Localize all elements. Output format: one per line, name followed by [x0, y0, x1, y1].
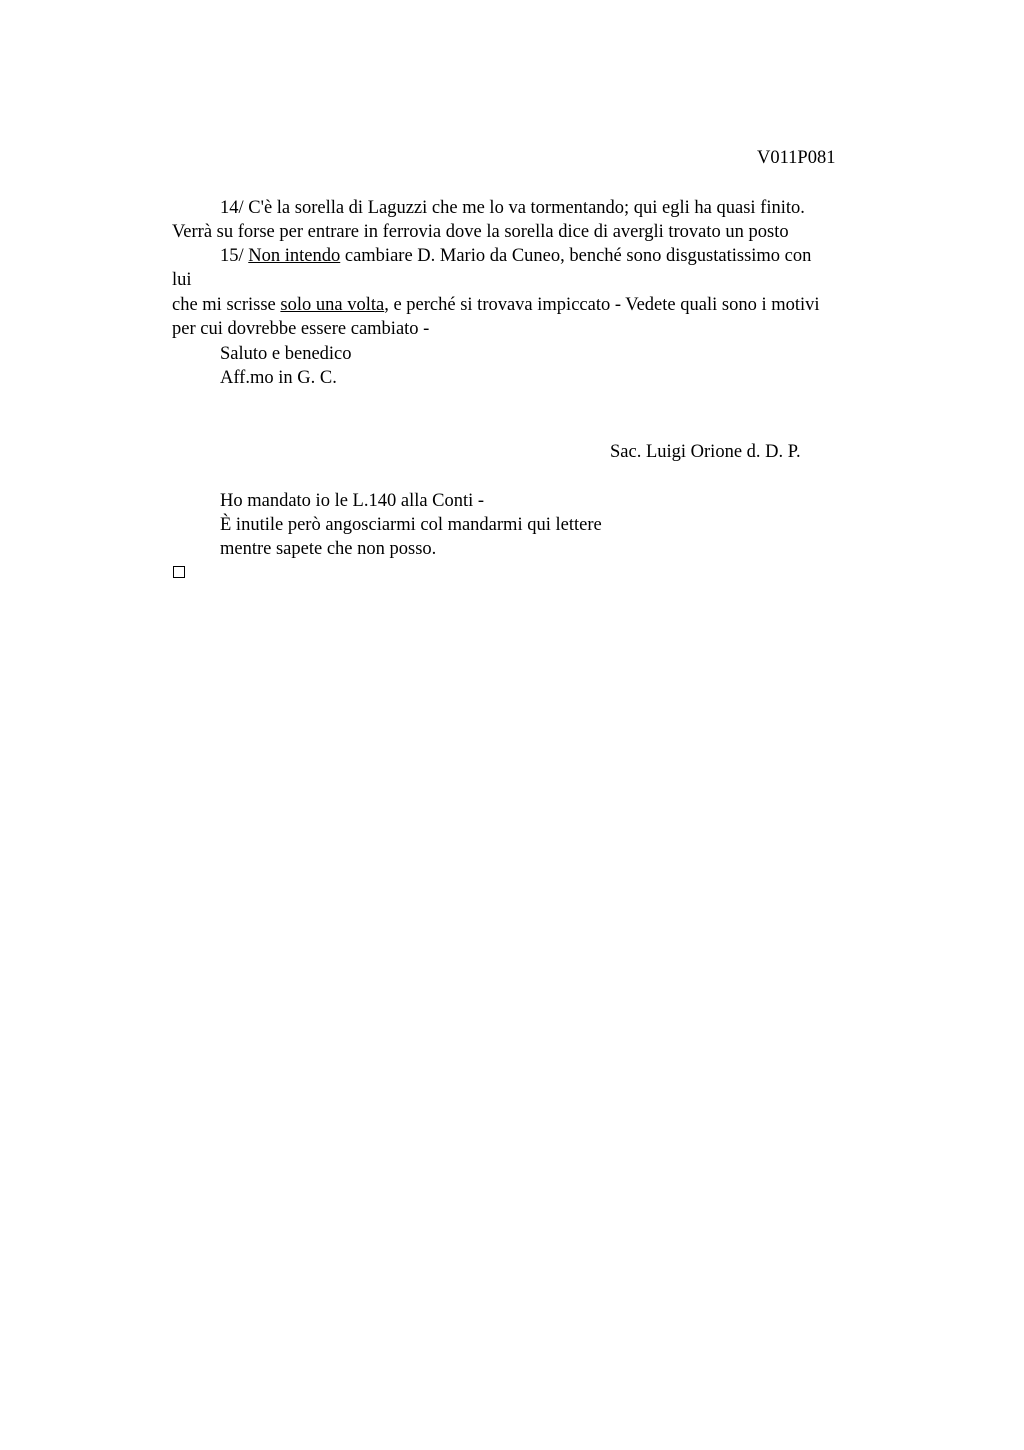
- item-15-line-3-pre: che mi scrisse: [172, 295, 281, 315]
- postscript-line-2: È inutile però angosciarmi col mandarmi qui lettere: [220, 515, 602, 535]
- item-15-line-1: [220, 244, 811, 268]
- closing-affectionate: Aff.mo in G. C.: [220, 368, 337, 388]
- item-15-line-4: per cui dovrebbe essere cambiato -: [172, 319, 430, 339]
- item-14-line-2: Verrà su forse per entrare in ferrovia dove la sorella dice di avergli trovato un posto: [172, 222, 789, 242]
- item-15-underlined-phrase: Non intendo: [248, 246, 341, 266]
- item-14-line-1: 14/ C'è la sorella di Laguzzi che me lo va tormentando; qui egli ha quasi finito.: [220, 198, 805, 218]
- postscript-line-3: mentre sapete che non posso.: [220, 539, 437, 559]
- item-15-line-3-post: , e perché si trovava impiccato - Vedete quali sono i motivi: [384, 295, 820, 315]
- item-15-underlined-phrase-2: solo una volta: [280, 295, 385, 315]
- signature: Sac. Luigi Orione d. D. P.: [610, 442, 801, 462]
- page-id: V011P081: [757, 148, 836, 168]
- checkbox-square-icon: [173, 566, 185, 578]
- item-15-number: 15/: [220, 246, 249, 266]
- item-15-line-2: lui: [172, 270, 192, 290]
- postscript-line-1: Ho mandato io le L.140 alla Conti -: [220, 491, 485, 511]
- closing-greeting: Saluto e benedico: [220, 344, 352, 364]
- item-15-line-1-rest: cambiare D. Mario da Cuneo, benché sono disgustatissimo con: [340, 246, 812, 266]
- item-15-line-3: [172, 293, 820, 317]
